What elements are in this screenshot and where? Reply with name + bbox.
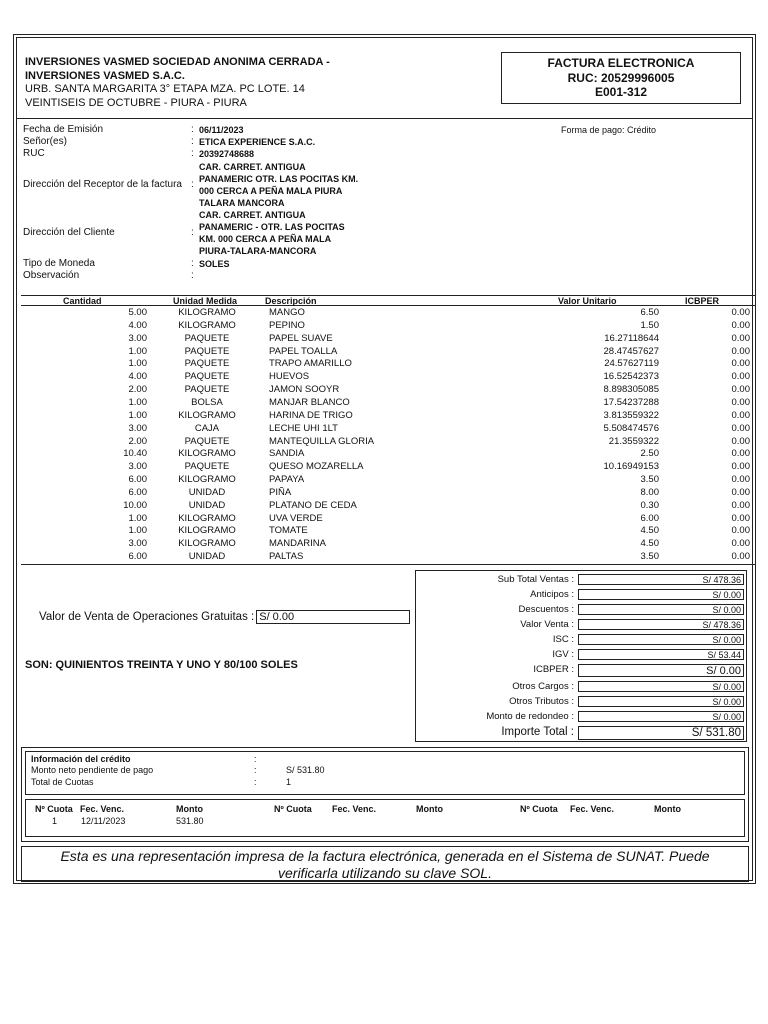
table-row bbox=[21, 333, 756, 346]
sunat-footer bbox=[21, 846, 749, 882]
colon: : bbox=[254, 777, 257, 787]
cell-valor-unitario: 5.508474576 bbox=[603, 422, 659, 434]
cuota-header-fec: Fec. Venc. bbox=[570, 804, 615, 814]
cell-valor-unitario: 3.50 bbox=[640, 474, 659, 486]
amount-in-words: SON: QUINIENTOS TREINTA Y UNO Y 80/100 SOLES bbox=[25, 659, 298, 671]
cell-descripcion: TRAPO AMARILLO bbox=[269, 358, 352, 370]
cell-cantidad: 10.00 bbox=[123, 499, 147, 511]
issuer-name-line1: INVERSIONES VASMED SOCIEDAD ANONIMA CERRADA - bbox=[25, 56, 330, 68]
cell-descripcion: QUESO MOZARELLA bbox=[269, 461, 364, 473]
cell-cantidad: 4.00 bbox=[128, 371, 147, 383]
info-row-moneda bbox=[23, 258, 543, 270]
cuota-header-monto: Monto bbox=[416, 804, 443, 814]
total-value: S/ 0.00 bbox=[578, 634, 744, 645]
dir-cliente-line: PANAMERIC - OTR. LAS POCITAS bbox=[199, 222, 345, 232]
total-label: Valor Venta : bbox=[520, 619, 574, 630]
cell-icbper: 0.00 bbox=[731, 435, 750, 447]
cell-unidad: PAQUETE bbox=[184, 332, 230, 344]
cell-valor-unitario: 1.50 bbox=[640, 319, 659, 331]
cell-unidad: PAQUETE bbox=[184, 371, 230, 383]
cell-valor-unitario: 4.50 bbox=[640, 538, 659, 550]
document-id-box bbox=[501, 52, 741, 104]
info-row-senor bbox=[23, 136, 543, 148]
cell-unidad: BOLSA bbox=[191, 396, 223, 408]
gratuitas-value: S/ 0.00 bbox=[256, 610, 410, 624]
table-row bbox=[21, 538, 756, 551]
cuota-header-n: Nº Cuota bbox=[274, 804, 312, 814]
colon: : bbox=[191, 148, 194, 159]
cell-icbper: 0.00 bbox=[731, 358, 750, 370]
info-row-dir-receptor bbox=[23, 161, 543, 209]
table-row bbox=[21, 513, 756, 526]
cell-valor-unitario: 8.898305085 bbox=[603, 384, 659, 396]
cell-descripcion: PAPEL TOALLA bbox=[269, 345, 338, 357]
cuota-fec: 12/11/2023 bbox=[81, 816, 126, 826]
cell-unidad: KILOGRAMO bbox=[178, 307, 236, 318]
fecha-label: Fecha de Emisión bbox=[23, 124, 104, 135]
cell-descripcion: MANGO bbox=[269, 307, 305, 318]
dir-cliente-value bbox=[199, 209, 389, 257]
table-row bbox=[21, 525, 756, 538]
cuota-n: 1 bbox=[52, 816, 58, 826]
cell-icbper: 0.00 bbox=[731, 307, 750, 318]
total-label: ICBPER : bbox=[533, 664, 574, 675]
cell-descripcion: MANTEQUILLA GLORIA bbox=[269, 435, 375, 447]
table-row bbox=[21, 371, 756, 384]
total-label: Otros Tributos : bbox=[509, 696, 574, 707]
issuer-name-line2: INVERSIONES VASMED S.A.C. bbox=[25, 69, 185, 82]
cell-icbper: 0.00 bbox=[731, 384, 750, 396]
ruc-value: 20392748688 bbox=[199, 149, 255, 159]
cell-unidad: PAQUETE bbox=[184, 461, 230, 473]
cell-valor-unitario: 8.00 bbox=[640, 486, 659, 498]
document-ruc: RUC: 20529996005 bbox=[567, 70, 675, 85]
cell-valor-unitario: 21.3559322 bbox=[608, 435, 659, 447]
cell-cantidad: 5.00 bbox=[128, 307, 147, 318]
cell-valor-unitario: 6.00 bbox=[640, 512, 659, 524]
table-row bbox=[21, 397, 756, 410]
cell-icbper: 0.00 bbox=[731, 486, 750, 498]
cell-valor-unitario: 6.50 bbox=[640, 307, 659, 318]
gratuitas-label: Valor de Venta de Operaciones Gratuitas : bbox=[39, 611, 255, 623]
table-row bbox=[21, 487, 756, 500]
cell-icbper: 0.00 bbox=[731, 551, 750, 563]
cell-unidad: KILOGRAMO bbox=[178, 474, 236, 486]
cell-cantidad: 3.00 bbox=[128, 422, 147, 434]
credit-section bbox=[21, 747, 749, 842]
moneda-label: Tipo de Moneda bbox=[23, 258, 95, 269]
cell-unidad: PAQUETE bbox=[184, 384, 230, 396]
table-row bbox=[21, 358, 756, 371]
moneda-value: SOLES bbox=[199, 259, 230, 269]
dir-receptor-value bbox=[199, 161, 389, 209]
cell-icbper: 0.00 bbox=[731, 538, 750, 550]
cell-descripcion: TOMATE bbox=[269, 525, 308, 537]
cell-cantidad: 2.00 bbox=[128, 384, 147, 396]
cell-valor-unitario: 17.54237288 bbox=[603, 396, 659, 408]
cell-unidad: PAQUETE bbox=[184, 435, 230, 447]
cell-cantidad: 1.00 bbox=[128, 396, 147, 408]
cell-unidad: KILOGRAMO bbox=[178, 448, 236, 460]
total-value: S/ 0.00 bbox=[578, 681, 744, 692]
cell-unidad: PAQUETE bbox=[184, 345, 230, 357]
cell-icbper: 0.00 bbox=[731, 499, 750, 511]
dir-cliente-line: CAR. CARRET. ANTIGUA bbox=[199, 210, 306, 220]
cell-unidad: UNIDAD bbox=[188, 499, 226, 511]
fecha-value: 06/11/2023 bbox=[199, 125, 244, 135]
senor-value: ETICA EXPERIENCE S.A.C. bbox=[199, 137, 316, 147]
issuer-address-line1: URB. SANTA MARGARITA 3° ETAPA MZA. PC LOTE. 14 bbox=[25, 83, 305, 95]
credit-title: Información del crédito bbox=[31, 754, 131, 764]
total-value: S/ 478.36 bbox=[578, 619, 744, 630]
cell-cantidad: 1.00 bbox=[128, 345, 147, 357]
info-row-ruc bbox=[23, 148, 543, 160]
table-row bbox=[21, 346, 756, 359]
cell-cantidad: 3.00 bbox=[128, 332, 147, 344]
document-number: E001-312 bbox=[594, 85, 648, 99]
cuotas-table bbox=[25, 799, 745, 837]
cell-icbper: 0.00 bbox=[731, 332, 750, 344]
info-row-observacion bbox=[23, 270, 543, 282]
cell-icbper: 0.00 bbox=[731, 345, 750, 357]
invoice-frame bbox=[16, 37, 753, 881]
cell-icbper: 0.00 bbox=[731, 409, 750, 421]
senor-label: Señor(es) bbox=[23, 136, 67, 147]
cell-descripcion: MANDARINA bbox=[269, 538, 327, 550]
cell-valor-unitario: 28.47457627 bbox=[603, 345, 659, 357]
cell-valor-unitario: 4.50 bbox=[640, 525, 659, 537]
info-row-dir-cliente bbox=[23, 209, 543, 257]
cuota-header-fec: Fec. Venc. bbox=[80, 804, 125, 814]
divider bbox=[17, 118, 752, 119]
table-row bbox=[21, 448, 756, 461]
cell-valor-unitario: 0.30 bbox=[640, 499, 659, 511]
cell-unidad: CAJA bbox=[194, 422, 220, 434]
items-table-header bbox=[21, 295, 756, 306]
dir-cliente-line: KM. 000 CERCA A PEÑA MALA bbox=[199, 234, 332, 244]
cell-valor-unitario: 24.57627119 bbox=[604, 358, 659, 370]
observacion-label: Observación bbox=[23, 270, 80, 281]
total-value: S/ 0.00 bbox=[578, 664, 744, 677]
cell-cantidad: 1.00 bbox=[128, 512, 147, 524]
cell-valor-unitario: 3.50 bbox=[640, 551, 659, 563]
total-value: S/ 0.00 bbox=[578, 589, 744, 600]
cell-cantidad: 4.00 bbox=[128, 319, 147, 331]
cell-icbper: 0.00 bbox=[731, 319, 750, 331]
table-row bbox=[21, 474, 756, 487]
credit-info-box bbox=[25, 751, 745, 795]
cell-icbper: 0.00 bbox=[731, 422, 750, 434]
table-row bbox=[21, 500, 756, 513]
cell-cantidad: 3.00 bbox=[128, 538, 147, 550]
cell-icbper: 0.00 bbox=[731, 448, 750, 460]
cell-icbper: 0.00 bbox=[731, 461, 750, 473]
cell-icbper: 0.00 bbox=[731, 396, 750, 408]
colon: : bbox=[191, 124, 194, 135]
colon: : bbox=[191, 227, 194, 238]
cell-unidad: KILOGRAMO bbox=[178, 512, 236, 524]
issuer-block bbox=[25, 56, 495, 110]
forma-pago: Forma de pago: Crédito bbox=[561, 125, 657, 135]
cell-descripcion: SANDIA bbox=[269, 448, 305, 460]
colon: : bbox=[191, 258, 194, 269]
colon: : bbox=[191, 179, 194, 190]
cell-unidad: PAQUETE bbox=[184, 358, 230, 370]
cell-descripcion: PAPEL SUAVE bbox=[269, 332, 333, 344]
credit-cuotas-value: 1 bbox=[286, 777, 292, 787]
dir-receptor-line: 000 CERCA A PEÑA MALA PIURA bbox=[199, 186, 343, 196]
total-label: Importe Total : bbox=[501, 726, 574, 738]
dir-receptor-line: PANAMERIC OTR. LAS POCITAS KM. bbox=[199, 174, 359, 184]
colon: : bbox=[191, 270, 194, 281]
table-row bbox=[21, 436, 756, 449]
cuota-header-monto: Monto bbox=[176, 804, 203, 814]
cuota-monto: 531.80 bbox=[176, 816, 204, 826]
cell-descripcion: MANJAR BLANCO bbox=[269, 396, 350, 408]
cell-descripcion: PAPAYA bbox=[269, 474, 305, 486]
credit-monto-label: Monto neto pendiente de pago bbox=[31, 765, 154, 775]
total-value: S/ 0.00 bbox=[578, 604, 744, 615]
total-label: IGV : bbox=[552, 649, 574, 660]
cell-valor-unitario: 16.52542373 bbox=[603, 371, 659, 383]
credit-cuotas-label: Total de Cuotas bbox=[31, 777, 94, 787]
colon: : bbox=[254, 754, 257, 764]
footer-line1: Esta es una representación impresa de la factura electrónica, generada en el Sistema de SUNAT. Puede bbox=[60, 848, 710, 864]
cell-unidad: UNIDAD bbox=[188, 486, 226, 498]
table-row bbox=[21, 423, 756, 436]
total-value: S/ 531.80 bbox=[578, 726, 744, 740]
invoice-page bbox=[13, 34, 756, 884]
cell-unidad: KILOGRAMO bbox=[178, 319, 236, 331]
cell-unidad: KILOGRAMO bbox=[178, 538, 236, 550]
cell-cantidad: 3.00 bbox=[128, 461, 147, 473]
cell-descripcion: UVA VERDE bbox=[269, 512, 323, 524]
table-row bbox=[21, 410, 756, 423]
col-header-descripcion: Descripción bbox=[265, 296, 317, 306]
col-header-valor-unitario: Valor Unitario bbox=[558, 296, 617, 306]
cell-cantidad: 6.00 bbox=[128, 486, 147, 498]
total-label: Descuentos : bbox=[518, 604, 574, 615]
cell-descripcion: LECHE UHI 1LT bbox=[269, 422, 338, 434]
table-row bbox=[21, 320, 756, 333]
ruc-label: RUC bbox=[23, 148, 45, 159]
cell-unidad: UNIDAD bbox=[188, 551, 226, 563]
cell-unidad: KILOGRAMO bbox=[178, 409, 236, 421]
cuota-header-fec: Fec. Venc. bbox=[332, 804, 377, 814]
cell-cantidad: 6.00 bbox=[128, 474, 147, 486]
cell-unidad: KILOGRAMO bbox=[178, 525, 236, 537]
cell-icbper: 0.00 bbox=[731, 525, 750, 537]
col-header-unidad: Unidad Medida bbox=[173, 296, 238, 306]
cell-descripcion: PEPINO bbox=[269, 319, 305, 331]
cuota-header-n: Nº Cuota bbox=[35, 804, 73, 814]
cell-icbper: 0.00 bbox=[731, 474, 750, 486]
cell-descripcion: HARINA DE TRIGO bbox=[269, 409, 353, 421]
gratuitas-row bbox=[39, 610, 410, 624]
total-label: Sub Total Ventas : bbox=[497, 574, 574, 585]
colon: : bbox=[191, 136, 194, 147]
table-row bbox=[21, 461, 756, 474]
table-row bbox=[21, 551, 756, 564]
cuota-header-monto: Monto bbox=[654, 804, 681, 814]
total-value: S/ 53.44 bbox=[578, 649, 744, 660]
dir-receptor-line: CAR. CARRET. ANTIGUA bbox=[199, 162, 306, 172]
cell-valor-unitario: 3.813559322 bbox=[603, 409, 659, 421]
cell-descripcion: JAMON SOOYR bbox=[269, 384, 340, 396]
dir-receptor-label: Dirección del Receptor de la factura bbox=[23, 179, 182, 190]
cell-cantidad: 1.00 bbox=[128, 525, 147, 537]
dir-cliente-line: PIURA-TALARA-MANCORA bbox=[199, 246, 317, 256]
cell-cantidad: 6.00 bbox=[128, 551, 147, 563]
total-label: Anticipos : bbox=[530, 589, 574, 600]
cell-valor-unitario: 16.27118644 bbox=[604, 332, 659, 344]
cell-descripcion: PIÑA bbox=[269, 486, 292, 498]
table-row bbox=[21, 384, 756, 397]
issuer-address-line2: VEINTISEIS DE OCTUBRE - PIURA - PIURA bbox=[25, 96, 247, 109]
cell-descripcion: PALTAS bbox=[269, 551, 304, 563]
dir-receptor-line: TALARA MANCORA bbox=[199, 198, 285, 208]
info-row-fecha bbox=[23, 124, 543, 136]
cell-descripcion: HUEVOS bbox=[269, 371, 310, 383]
cell-cantidad: 1.00 bbox=[128, 409, 147, 421]
total-value: S/ 0.00 bbox=[578, 711, 744, 722]
totals-box bbox=[415, 570, 747, 742]
cell-cantidad: 1.00 bbox=[128, 358, 147, 370]
col-header-cantidad: Cantidad bbox=[63, 296, 102, 306]
customer-info bbox=[23, 124, 543, 282]
total-value: S/ 0.00 bbox=[578, 696, 744, 707]
col-header-icbper: ICBPER bbox=[685, 296, 720, 306]
colon: : bbox=[254, 765, 257, 775]
total-label: ISC : bbox=[552, 634, 574, 645]
cell-descripcion: PLATANO DE CEDA bbox=[269, 499, 357, 511]
document-type: FACTURA ELECTRONICA bbox=[547, 56, 695, 70]
cell-valor-unitario: 10.16949153 bbox=[603, 461, 659, 473]
table-row bbox=[21, 307, 756, 320]
cuota-header-n: Nº Cuota bbox=[520, 804, 558, 814]
total-value: S/ 478.36 bbox=[578, 574, 744, 585]
dir-cliente-label: Dirección del Cliente bbox=[23, 227, 115, 238]
total-label: Monto de redondeo : bbox=[486, 711, 574, 722]
total-label: Otros Cargos : bbox=[512, 681, 574, 692]
cell-cantidad: 10.40 bbox=[123, 448, 147, 460]
footer-line2: verificarla utilizando su clave SOL. bbox=[278, 865, 492, 881]
cell-icbper: 0.00 bbox=[731, 512, 750, 524]
credit-monto-value: S/ 531.80 bbox=[286, 765, 325, 775]
cell-valor-unitario: 2.50 bbox=[640, 448, 659, 460]
items-table-body bbox=[21, 307, 756, 565]
cell-cantidad: 2.00 bbox=[128, 435, 147, 447]
cell-icbper: 0.00 bbox=[731, 371, 750, 383]
